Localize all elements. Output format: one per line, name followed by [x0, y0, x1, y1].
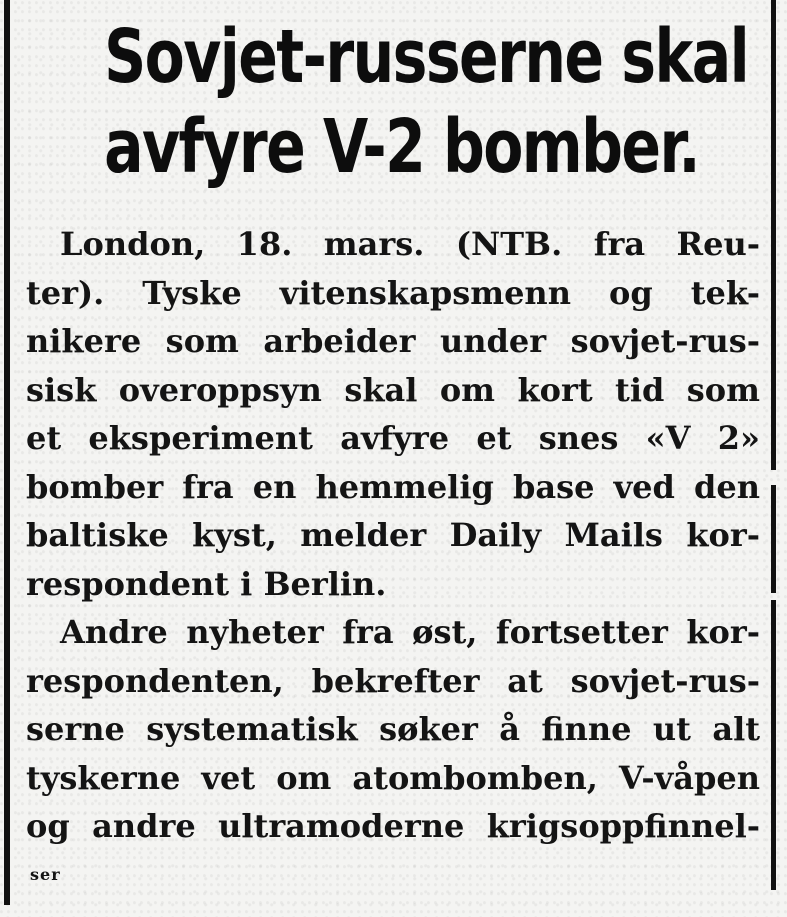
article-line: respondenten, bekrefter at sovjet-rus-	[26, 661, 760, 700]
left-column-rule	[4, 0, 10, 905]
article-line: serne systematisk søker å finne ut alt	[26, 710, 760, 748]
article-line: sisk overoppsyn skal om kort tid som	[26, 370, 760, 409]
article-line: og andre ultramoderne krigsoppfinnel-	[26, 807, 760, 845]
article-line: et eksperiment avfyre et snes «V 2»	[26, 419, 760, 457]
article-line: London, 18. mars. (NTB. fra Reu-	[60, 225, 760, 263]
headline	[28, 12, 753, 192]
headline-line-2: avfyre V-2 bomber.	[104, 104, 700, 190]
article-line: ser	[30, 864, 61, 884]
article-line: nikere som arbeider under sovjet-rus-	[26, 322, 760, 360]
article-line: baltiske kyst, melder Daily Mails kor-	[26, 516, 760, 554]
article-line: bomber fra en hemmelig base ved den	[26, 467, 760, 506]
article-line: Andre nyheter fra øst, fortsetter kor-	[60, 613, 760, 651]
right-column-rule-top	[771, 0, 776, 470]
article-line: ter). Tyske vitenskapsmenn og tek-	[26, 273, 760, 312]
article-body	[26, 220, 760, 899]
right-column-rule-middle	[771, 485, 776, 593]
article-line: respondent i Berlin.	[26, 564, 387, 603]
article-line: tyskerne vet om atombomben, V-våpen	[26, 758, 760, 797]
headline-line-1: Sovjet-russerne skal	[104, 14, 749, 100]
right-column-rule-bottom	[771, 600, 776, 890]
